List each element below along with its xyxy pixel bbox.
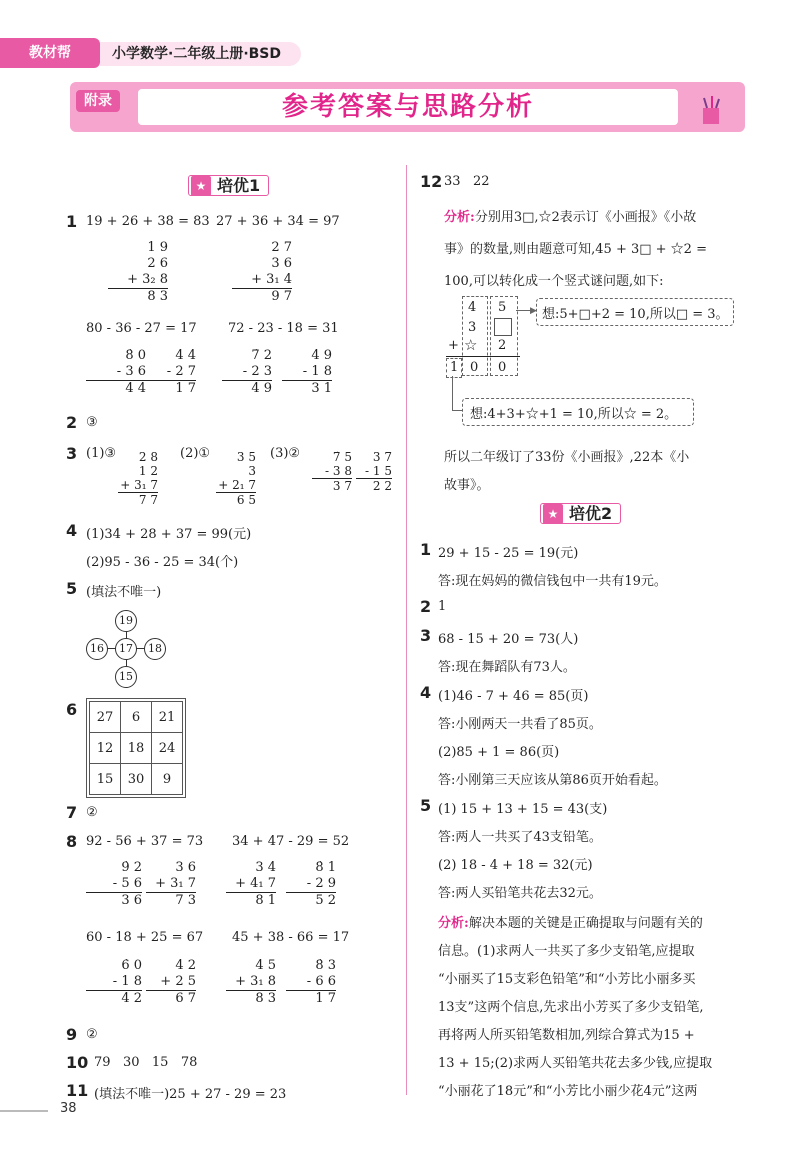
vertical-calc: 1 9 2 6 + 3₂ 8 8 3 — [108, 240, 168, 305]
answer: 33 22 — [444, 174, 490, 189]
question-number: 4 — [420, 683, 432, 702]
grid-cell: 15 — [90, 764, 121, 795]
circle-number: 17 — [115, 638, 137, 660]
question-number: 2 — [420, 597, 432, 616]
circle-number: 19 — [115, 610, 137, 632]
question-number: 3 — [66, 444, 78, 463]
vertical-calc: 8̇ 3 - 6 6 1 7 — [286, 958, 336, 1007]
answer: 答:现在舞蹈队有73人。 — [438, 660, 576, 675]
vertical-calc: 4 9 - 1 8 3 1 — [282, 348, 332, 397]
circle-number: 15 — [115, 666, 137, 688]
footer-rule — [0, 1110, 48, 1112]
answer: 79 30 15 78 — [94, 1055, 198, 1070]
equation: (2) 18 - 4 + 18 = 32(元) — [438, 858, 593, 873]
star-icon: ★ — [191, 176, 211, 196]
section-header-2: ★ 培优2 — [540, 502, 621, 526]
think-note: 想:5+□+2 = 10,所以□ = 3。 — [542, 307, 729, 322]
question-number: 10 — [66, 1053, 89, 1072]
question-number: 11 — [66, 1081, 89, 1100]
answer: (3)② — [270, 446, 301, 461]
vertical-calc: 2 7 3 6 + 3₁ 4 9 7 — [232, 240, 292, 305]
grid-cell: 18 — [121, 733, 152, 764]
answer: (1)34 + 28 + 37 = 99(元) — [86, 527, 252, 542]
conclusion-line: 所以二年级订了33份《小画报》,22本《小 — [444, 450, 690, 465]
circle-diagram — [86, 610, 166, 686]
page-title: 参考答案与思路分析 — [281, 92, 534, 122]
vertical-calc: 4 5 + 3₁ 8 8 3 — [226, 958, 276, 1007]
grid-cell: 24 — [152, 733, 183, 764]
conclusion-line: 故事》。 — [444, 478, 490, 493]
section-header-1: ★ 培优1 — [188, 174, 269, 198]
answer: 1 — [438, 599, 447, 614]
answer: 答:小刚两天一共看了85页。 — [438, 717, 602, 732]
vertical-calc: 2 8 1 2 + 3₁ 7 7 7 — [118, 450, 158, 507]
analysis-line: 事》的数量,则由题意可知,45 + 3□ + ☆2 = — [444, 242, 707, 257]
analysis-line: 再将两人所买铅笔数相加,列综合算式为15 + — [438, 1028, 695, 1043]
equation: (2)85 + 1 = 86(页) — [438, 745, 560, 760]
grid-cell: 21 — [152, 702, 183, 733]
question-number: 9 — [66, 1025, 78, 1044]
question-number: 4 — [66, 521, 78, 540]
equation: 27 + 36 + 34 = 97 — [216, 214, 340, 229]
answer: ② — [86, 805, 98, 820]
equation: (1)46 - 7 + 46 = 85(页) — [438, 689, 589, 704]
question-number: 6 — [66, 700, 78, 719]
grid-cell: 27 — [90, 702, 121, 733]
grid-cell: 12 — [90, 733, 121, 764]
book-subtitle: 小学数学·二年级上册·BSD — [100, 42, 301, 66]
equation: 60 - 18 + 25 = 67 — [86, 930, 204, 945]
equation: 34 + 47 - 29 = 52 — [232, 834, 350, 849]
vertical-calc: 8̇ 1 - 2 9 5 2 — [286, 860, 336, 909]
analysis-line: 分析:解决本题的关键是正确提取与问题有关的 — [438, 916, 703, 931]
answer: (1)③ — [86, 446, 117, 461]
grid-cell: 30 — [121, 764, 152, 795]
brand-tag: 教材帮 — [0, 38, 100, 68]
answer: (填法不唯一)25 + 27 - 29 = 23 — [94, 1087, 287, 1102]
answer: 答:现在妈妈的微信钱包中一共有19元。 — [438, 574, 667, 589]
vertical-calc: 6̇ 0 - 1 8 4 2 — [86, 958, 142, 1007]
vertical-calc: 9̇ 2 - 5 6 3 6 — [86, 860, 142, 909]
analysis-line: 13支”这两个信息,先求出小芳买了多少支铅笔, — [438, 1000, 704, 1015]
answer: 答:小刚第三天应该从第86页开始看起。 — [438, 773, 667, 788]
vertical-calc: 3 7 - 1 5 2 2 — [356, 450, 392, 493]
question-number: 12 — [420, 172, 443, 191]
vertical-puzzle-diagram: 4 5 3 + ☆ 2 1 0 0 ▶ 想:5+□+2 = 10,所以□ = 3。 想:4+3+☆+1 = 10,所以☆ = 2。 — [444, 294, 744, 424]
circle-number: 16 — [86, 638, 108, 660]
analysis-line: 13 + 15;(2)求两人买铅笔共花去多少钱,应提取 — [438, 1056, 713, 1071]
analysis-line: 信息。(1)求两人一共买了多少支铅笔,应提取 — [438, 944, 695, 959]
equation: 19 + 26 + 38 = 83 — [86, 214, 210, 229]
column-divider — [406, 165, 407, 1095]
think-note: 想:4+3+☆+1 = 10,所以☆ = 2。 — [470, 407, 678, 422]
answer: 答:两人买铅笔共花去32元。 — [438, 886, 602, 901]
grid-cell: 6 — [121, 702, 152, 733]
question-number: 5 — [66, 579, 78, 598]
analysis-line: “小丽买了15支彩色铅笔”和“小芳比小丽多买 — [438, 972, 696, 987]
vertical-calc: 4̇ 4 - 2 7 1 7 — [146, 348, 196, 397]
vertical-calc: 8̇ 0 - 3 6 4 4 — [86, 348, 146, 397]
question-number: 5 — [420, 796, 432, 815]
circle-number: 18 — [144, 638, 166, 660]
star-icon: ★ — [543, 504, 563, 524]
question-number: 1 — [420, 540, 432, 559]
equation: 29 + 15 - 25 = 19(元) — [438, 546, 579, 561]
answer: ② — [86, 1027, 98, 1042]
equation: 45 + 38 - 66 = 17 — [232, 930, 350, 945]
analysis-line: 分析:分别用3□,☆2表示订《小画报》《小故 — [444, 210, 697, 225]
note: (填法不唯一) — [86, 585, 162, 600]
equation: 68 - 15 + 20 = 73(人) — [438, 632, 579, 647]
vertical-calc: 3 6 + 3₁ 7 7 3 — [146, 860, 196, 909]
pencil-cup-icon — [700, 96, 722, 126]
answer: 答:两人一共买了43支铅笔。 — [438, 830, 602, 845]
vertical-calc: 4 2 + 2 5 6 7 — [146, 958, 196, 1007]
vertical-calc: 3 5 3 + 2₁ 7 6 5 — [216, 450, 256, 507]
number-grid — [86, 698, 186, 798]
answer: ③ — [86, 415, 98, 430]
question-number: 3 — [420, 626, 432, 645]
equation: 80 - 36 - 27 = 17 — [86, 321, 197, 336]
vertical-calc: 7̇ 2 - 2 3 4 9 — [222, 348, 272, 397]
question-number: 7 — [66, 803, 78, 822]
question-number: 2 — [66, 413, 78, 432]
answer: (2)95 - 36 - 25 = 34(个) — [86, 555, 239, 570]
page-number: 38 — [60, 1101, 77, 1116]
question-number: 8 — [66, 832, 78, 851]
analysis-line: “小丽花了18元”和“小芳比小丽少花4元”这两 — [438, 1084, 698, 1099]
grid-cell: 9 — [152, 764, 183, 795]
analysis-line: 100,可以转化成一个竖式谜问题,如下: — [444, 274, 664, 289]
equation: 72 - 23 - 18 = 31 — [228, 321, 339, 336]
equation: (1) 15 + 13 + 15 = 43(支) — [438, 802, 608, 817]
answer: (2)① — [180, 446, 211, 461]
equation: 92 - 56 + 37 = 73 — [86, 834, 204, 849]
question-number: 1 — [66, 212, 78, 231]
vertical-calc: 7̇ 5 - 3 8 3 7 — [312, 450, 352, 493]
appendix-tag: 附录 — [76, 90, 120, 112]
vertical-calc: 3 4 + 4₁ 7 8 1 — [226, 860, 276, 909]
